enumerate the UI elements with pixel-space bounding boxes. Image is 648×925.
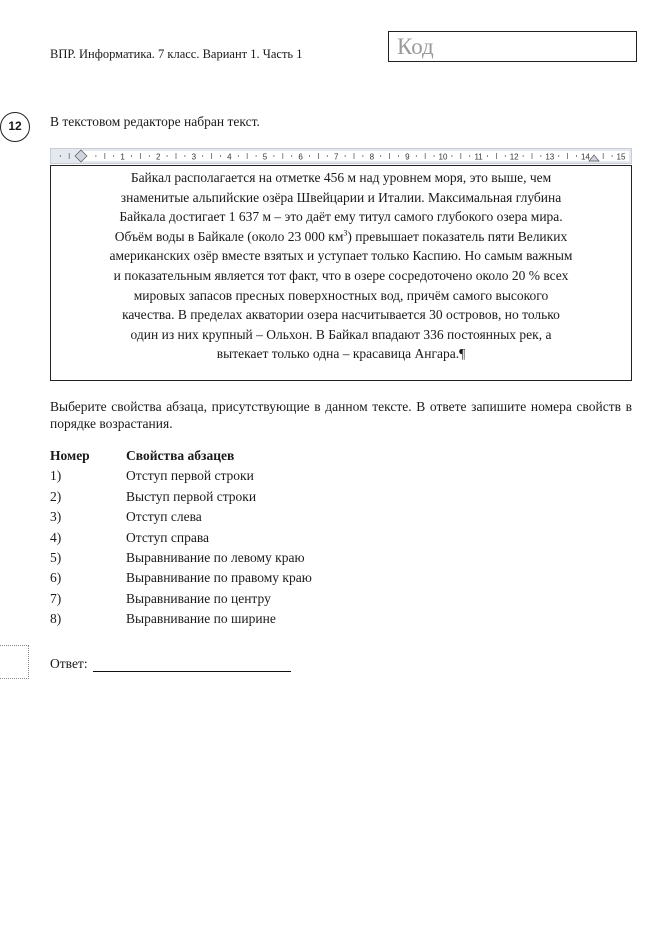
ruler-number: 8 (369, 152, 375, 162)
property-number: 4) (50, 529, 62, 545)
header-property: Свойства абзацев (126, 448, 235, 463)
property-label: Выравнивание по правому краю (126, 570, 312, 586)
property-row (50, 568, 312, 588)
answer-label: Ответ: (50, 656, 88, 671)
ruler-number: 15 (616, 152, 626, 162)
property-row (50, 589, 312, 609)
property-number: 7) (50, 590, 62, 606)
editor-paragraph (89, 168, 593, 364)
editor-line: и показательным является тот факт, что в озере сосредоточено около 20 % всех (113, 267, 569, 283)
ruler-number: 11 (474, 152, 483, 162)
ruler-number: 2 (155, 152, 161, 162)
instruction-text: Выберите свойства абзаца, присутствующие в данном тексте. В ответе запишите номера свойств в порядке возрастания. (50, 399, 632, 431)
editor-line-part: ) превышает показатель пяти Великих (347, 228, 568, 244)
task-number-badge: 12 (0, 112, 30, 142)
property-label: Отступ справа (126, 529, 210, 545)
ruler-number: 10 (438, 152, 448, 162)
editor-line: Байкал располагается на отметке 456 м над уровнем моря, это выше, чем (130, 170, 552, 185)
properties-header-row (50, 446, 312, 466)
property-number: 5) (50, 549, 62, 565)
editor-line (89, 227, 593, 247)
ruler-scale (51, 149, 631, 163)
header-title: ВПР. Информатика. 7 класс. Вариант 1. Часть 1 (50, 47, 303, 61)
code-field[interactable]: Код (388, 31, 637, 62)
property-label: Выравнивание по левому краю (126, 549, 305, 565)
property-label: Выравнивание по ширине (126, 611, 276, 627)
editor-line: Байкала достигает 1 637 м – это даёт ему титул самого глубокого озера мира. (119, 209, 563, 225)
editor-line: вытекает только одна – красавица Ангара.¶ (216, 346, 466, 362)
editor-line: знаменитые альпийские озёра Швейцарии и Италии. Максимальная глубина (120, 189, 562, 205)
editor-line: качества. В пределах акватории озера насчитывается 30 островов, но только (122, 307, 560, 323)
superscript: 3 (343, 228, 348, 238)
ruler-number: 7 (333, 152, 339, 162)
property-label: Выравнивание по центру (126, 590, 271, 606)
property-row (50, 466, 312, 486)
ruler-number: 12 (509, 152, 519, 162)
header-number: Номер (50, 448, 90, 463)
property-label: Выступ первой строки (126, 488, 257, 504)
property-row (50, 487, 312, 507)
property-number: 2) (50, 488, 62, 504)
text-editor-box (50, 165, 632, 381)
answer-input-line[interactable] (93, 658, 291, 672)
property-row (50, 528, 312, 548)
ruler-number: 9 (405, 152, 410, 162)
property-row (50, 609, 312, 629)
property-row (50, 507, 312, 527)
property-number: 3) (50, 509, 62, 525)
ruler-number: 5 (262, 152, 268, 162)
editor-line: американских озёр вместе взятых и уступает только Каспию. Но самым важным (109, 248, 573, 264)
ruler-number: 6 (298, 152, 303, 162)
editor-line-part: Объём воды в Байкале (около 23 000 км (114, 228, 344, 244)
answer-row (50, 656, 291, 672)
score-box (0, 645, 29, 679)
ruler-number: 1 (120, 152, 125, 162)
property-number: 1) (50, 468, 62, 484)
task-intro: В текстовом редакторе набран текст. (50, 114, 260, 129)
ruler-number: 13 (545, 152, 555, 162)
ruler-number: 14 (580, 152, 590, 162)
property-number: 6) (50, 570, 62, 586)
property-row (50, 548, 312, 568)
properties-table (50, 446, 312, 630)
editor-line: один из них крупный – Ольхон. В Байкал впадают 336 постоянных рек, а (130, 326, 552, 342)
property-label: Отступ слева (126, 509, 202, 525)
property-label: Отступ первой строки (126, 468, 254, 484)
property-number: 8) (50, 611, 62, 627)
ruler-number: 4 (227, 152, 232, 162)
ruler-number: 3 (191, 152, 197, 162)
editor-ruler (50, 148, 632, 164)
editor-line: мировых запасов пресных поверхностных вод, причём самого высокого (133, 287, 549, 303)
